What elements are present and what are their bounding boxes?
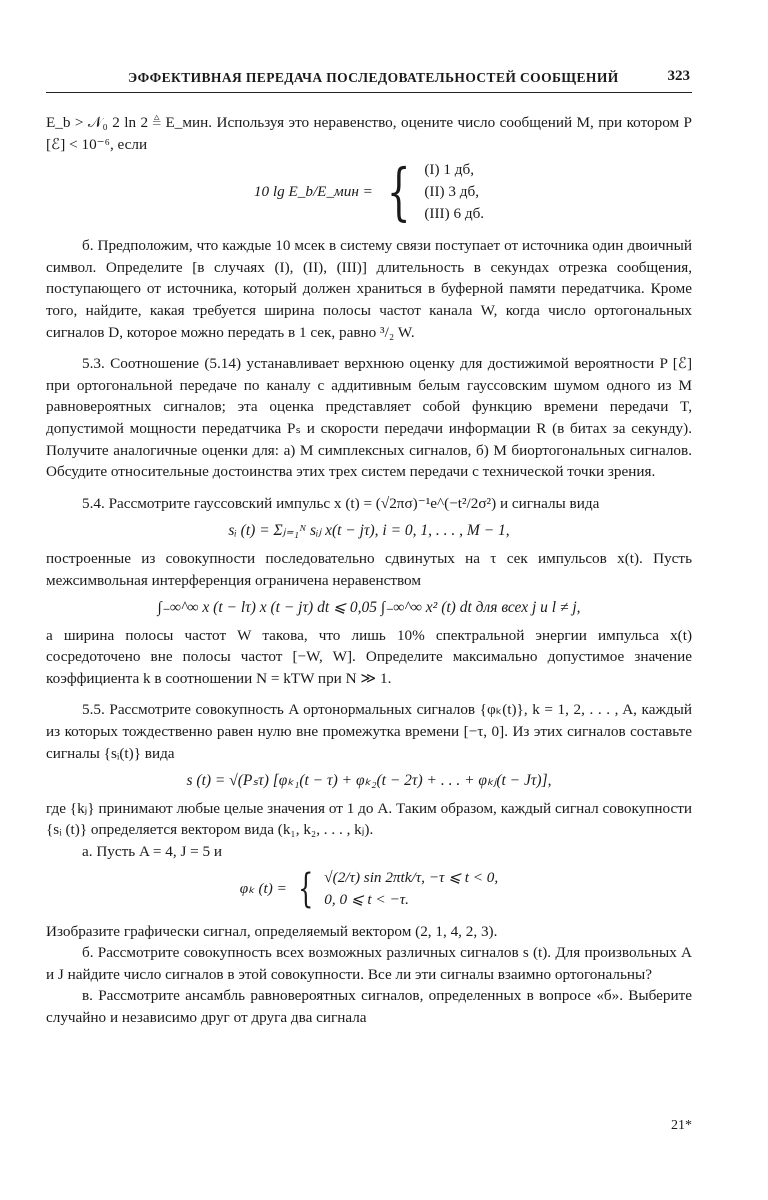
problem-5-5-intro: 5.5. Рассмотрите совокупность A ортонормальных сигналов {φₖ(t)}, k = 1, 2, . . . , A, каждый из которых тождественно равен нулю вне промежутка времени [−τ, 0]. Из этих сигналов составьте сигналы {sᵢ(t)} вида <box>46 701 692 762</box>
page-body <box>46 112 692 1029</box>
left-brace: { <box>386 155 411 229</box>
equation-cases <box>46 155 692 229</box>
paragraph-b: б. Предположим, что каждые 10 мсек в систему связи поступает от источника один двоичный символ. Определите [в случаях (I), (II), (III)] длительность в секундах отрезка сообщения, поступающего от источника, который должен храниться в буферной памяти передатчика. Кроме того, найдите, какая требуется ширина полосы частот канала W, когда число ортогональных сигналов D, которое можно передать в 1 сек, равно ³/₂ W. <box>46 237 692 341</box>
problem-5-5-c: в. Рассмотрите ансамбль равновероятных сигналов, определенных в вопросе «б». Выберите случайно и независимо друг от друга два сигнала <box>46 987 692 1026</box>
problem-5-5-b: б. Рассмотрите совокупность всех возможных различных сигналов s (t). Для произвольных A и J найдите число сигналов в этой совокупности. Все ли эти сигналы взаимно ортогональны? <box>46 944 692 983</box>
case-2: (II) 3 дб, <box>424 183 480 201</box>
running-header <box>46 66 692 93</box>
equation-lhs: 10 lg E_b/E_мин = <box>253 183 373 201</box>
running-title: ЭФФЕКТИВНАЯ ПЕРЕДАЧА ПОСЛЕДОВАТЕЛЬНОСТЕЙ СООБЩЕНИЙ <box>128 70 619 85</box>
case-3: (III) 6 дб. <box>424 205 485 223</box>
problem-5-5-a: а. Пусть A = 4, J = 5 и <box>82 843 223 861</box>
phi-case-2: 0, 0 ⩽ t < −τ. <box>324 890 409 908</box>
problem-5-4-text: построенные из совокупности последовательно сдвинутых на τ сек импульсов x(t). Пусть межсимвольная интерференция ограничена неравенством <box>46 549 692 589</box>
signature-mark: 21* <box>671 1118 692 1133</box>
equation-case-list <box>424 159 484 225</box>
phi-lhs: φₖ (t) = <box>239 879 287 897</box>
problem-5-3: 5.3. Соотношение (5.14) устанавливает верхнюю оценку для достижимой вероятности P [ℰ] при ортогональной передаче по каналу с аддитивным белым гауссовским шумом одного из M равновероятных сигналов; эта оценка представляет собой функцию времени передачи T, допустимой мощности передатчика Pₛ и скорости передачи информации R (в битах за секунду). Получите аналогичные оценки для: а) M симплексных сигналов, б) M биортогональных сигналов. Обсудите относительные достоинства этих трех систем передачи с технической точки зрения. <box>46 355 692 481</box>
equation-5-5-phi <box>46 867 692 911</box>
problem-5-5-text: где {kⱼ} принимают любые целые значения от 1 до A. Таким образом, каждый сигнал совокупности {sᵢ (t)} определяется вектором вида (k₁, k₂, . . . , kⱼ). <box>46 799 692 839</box>
equation-5-4-inequality: ∫₋∞^∞ x (t − lτ) x (t − jτ) dt ⩽ 0,05 ∫₋∞^∞ x² (t) dt для всех j и l ≠ j, <box>157 599 581 617</box>
case-1: (I) 1 дб, <box>424 161 474 179</box>
page-number: 323 <box>667 68 690 84</box>
left-brace: { <box>297 865 314 912</box>
problem-5-4-conclusion: а ширина полосы частот W такова, что лишь 10% спектральной энергии импульса x(t) сосредоточено вне полосы частот [−W, W]. Определите максимально допустимое значение коэффициента k в соотношении N = kTW при N ≫ 1. <box>46 626 692 687</box>
phi-case-1: √(2/τ) sin 2πtk/τ, −τ ⩽ t < 0, <box>324 868 499 886</box>
phi-cases <box>324 867 498 911</box>
equation-5-5-signal: s (t) = √(Pₛτ) [φₖ₁(t − τ) + φₖ₂(t − 2τ) + . . . + φₖⱼ(t − Jτ)], <box>186 772 552 790</box>
paragraph-intro: E_b > 𝒩₀ 2 ln 2 ≜ E_мин. Используя это неравенство, оцените число сообщений M, при котором P [ℰ] < 10⁻⁶, если <box>46 114 692 153</box>
problem-5-5-draw: Изобразите графически сигнал, определяемый вектором (2, 1, 4, 2, 3). <box>46 922 498 940</box>
problem-5-4-intro: 5.4. Рассмотрите гауссовский импульс x (t) = (√2πσ)⁻¹e^(−t²/2σ²) и сигналы вида <box>82 494 600 512</box>
equation-5-4-signal: sᵢ (t) = Σⱼ₌₁ᴺ sᵢⱼ x(t − jτ), i = 0, 1, . . . , M − 1, <box>228 522 510 540</box>
